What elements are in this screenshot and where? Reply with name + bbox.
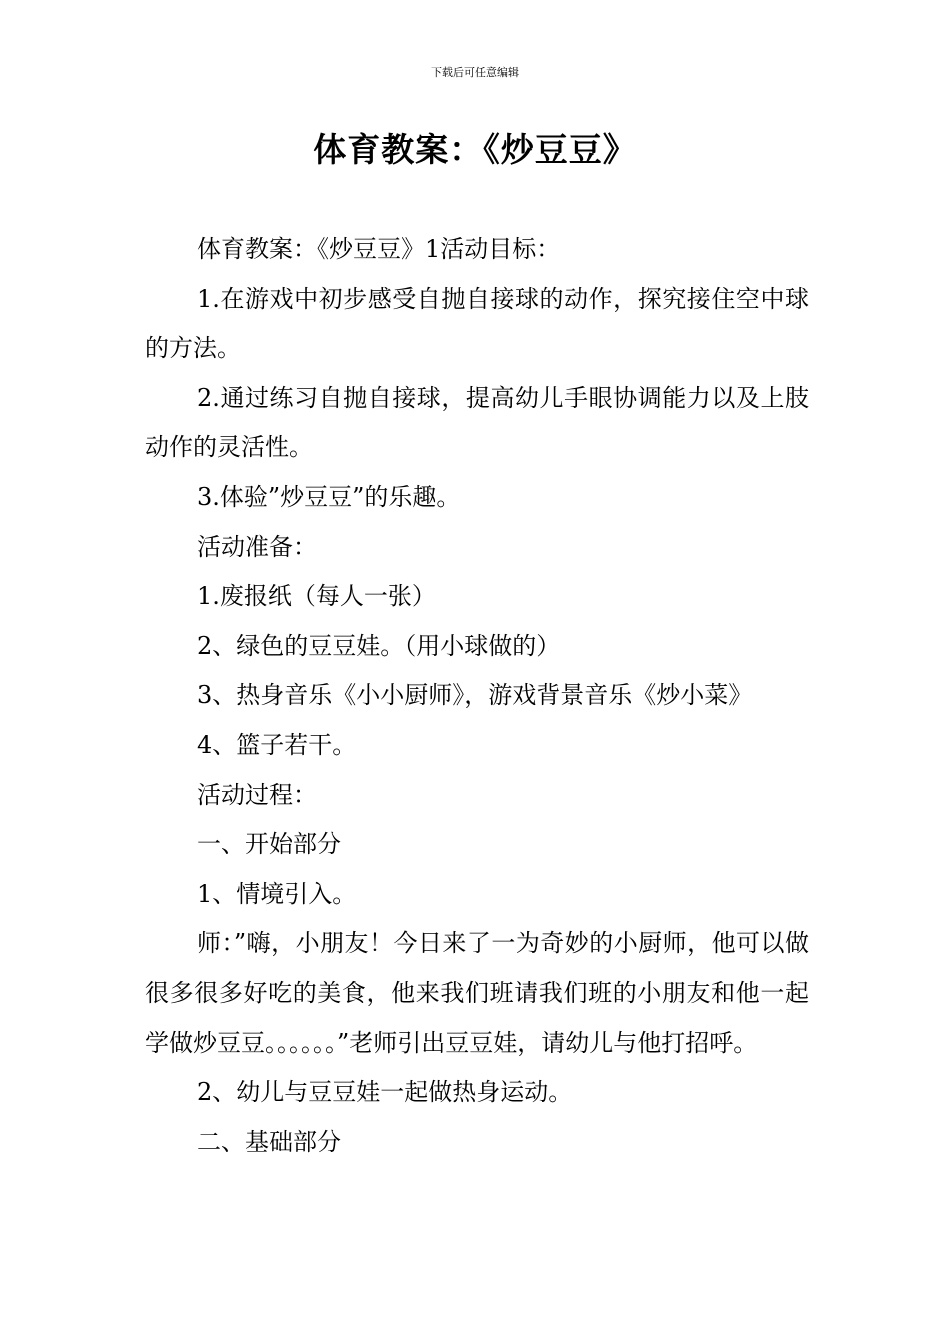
paragraph: 1、情境引入。 [197, 879, 357, 908]
paragraph: 2、幼儿与豆豆娃一起做热身运动。 [197, 1078, 573, 1107]
document-body [145, 225, 809, 1167]
paragraph: 活动过程： [197, 780, 317, 809]
header-note: 下载后可任意编辑 [431, 66, 519, 79]
paragraph: 体育教案：《炒豆豆》1活动目标： [197, 235, 561, 263]
paragraph: 一、开始部分 [197, 830, 341, 859]
paragraph: 活动准备： [197, 532, 317, 561]
paragraph: 1.废报纸（每人一张） [197, 582, 436, 611]
paragraph: 3.体验”炒豆豆”的乐趣。 [197, 482, 461, 511]
paragraph: 2、绿色的豆豆娃。（用小球做的） [197, 631, 561, 660]
document-title: 体育教案：《炒豆豆》 [313, 130, 637, 169]
paragraph: 4、篮子若干。 [197, 730, 357, 759]
paragraph: 师：”嗨，小朋友！今日来了一为奇妙的小厨师，他可以做很多很多好吃的美食，他来我们班请我们班的小朋友和他一起学做炒豆豆。。。。。。”老师引出豆豆娃，请幼儿与他打招呼。 [145, 929, 809, 1057]
paragraph: 3、热身音乐《小小厨师》，游戏背景音乐《炒小菜》 [197, 681, 753, 710]
paragraph: 1.在游戏中初步感受自抛自接球的动作，探究接住空中球的方法。 [145, 284, 809, 363]
paragraph: 二、基础部分 [197, 1127, 341, 1156]
paragraph: 2.通过练习自抛自接球，提高幼儿手眼协调能力以及上肢动作的灵活性。 [145, 383, 809, 462]
